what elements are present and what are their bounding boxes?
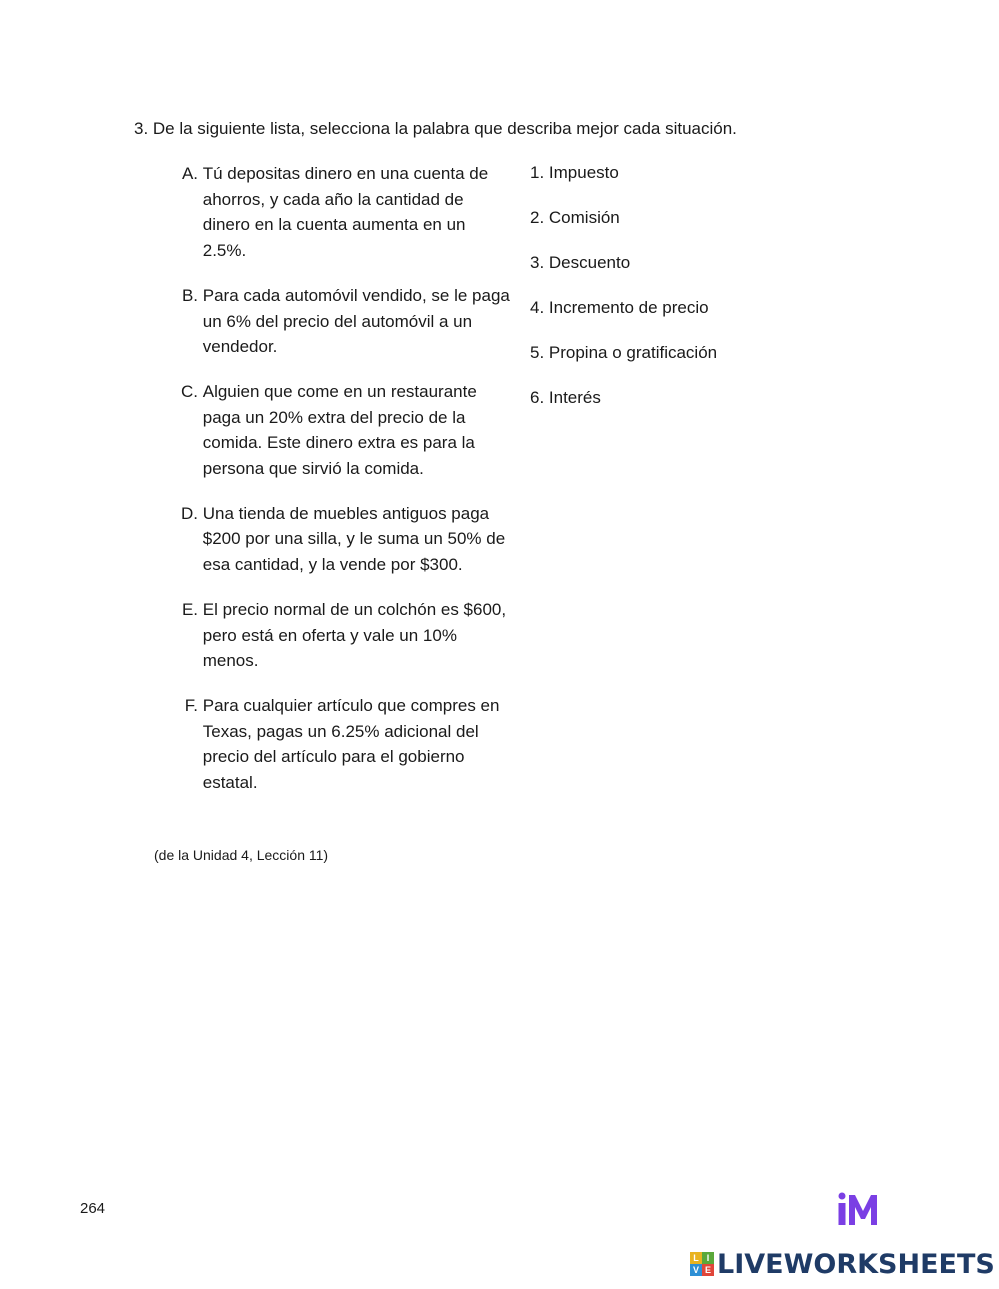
situation-text: Para cualquier artículo que compres en Texas, pagas un 6.25% adicional del precio del artículo para el gobierno estatal.: [202, 695, 500, 793]
term-item: 5. Propina o gratificación: [530, 343, 718, 362]
liveworksheets-wordmark: LIVEWORKSHEETS: [717, 1248, 995, 1280]
im-logo-icon: [836, 1192, 878, 1226]
situation-letter: A.: [181, 164, 198, 183]
term-item: 1. Impuesto: [530, 163, 619, 182]
page-number: 264: [80, 1200, 106, 1217]
grid-letter: L: [690, 1252, 702, 1264]
term-item: 2. Comisión: [530, 208, 620, 227]
situation-item: [168, 283, 513, 360]
term-item: 6. Interés: [530, 388, 601, 407]
situation-item: [168, 161, 513, 264]
term-item: 4. Incremento de precio: [530, 298, 709, 317]
situation-text: Una tienda de muebles antiguos paga $200 por una silla, y le suma un 50% de esa cantidad, y la vende por $300.: [202, 503, 506, 575]
grid-letter: I: [702, 1252, 714, 1264]
situation-item: [168, 501, 513, 578]
grid-letter: V: [690, 1264, 702, 1276]
liveworksheets-grid-icon: [690, 1252, 714, 1276]
grid-letter: E: [702, 1264, 714, 1276]
situation-text: El precio normal de un colchón es $600, pero está en oferta y vale un 10% menos.: [202, 599, 507, 671]
situation-letter: B.: [181, 285, 198, 305]
situation-item: [168, 379, 513, 482]
situation-item: [168, 597, 513, 674]
situation-letter: C.: [181, 381, 198, 401]
term-list: [530, 161, 717, 431]
source-note: (de la Unidad 4, Lección 11): [154, 847, 329, 863]
term-item: 3. Descuento: [530, 253, 631, 272]
situation-list: [168, 161, 513, 815]
situation-letter: D.: [181, 503, 198, 523]
situation-item: [168, 693, 513, 796]
question-title: 3. De la siguiente lista, selecciona la palabra que describa mejor cada situación.: [134, 119, 737, 138]
situation-text: Para cada automóvil vendido, se le paga un 6% del precio del automóvil a un vendedor.: [202, 285, 510, 357]
situation-text: Tú depositas dinero en una cuenta de ahorros, y cada año la cantidad de dinero en la cuenta aumenta en un 2.5%.: [202, 164, 489, 261]
situation-letter: E.: [181, 599, 198, 619]
situation-text: Alguien que come en un restaurante paga un 20% extra del precio de la comida. Este dinero extra es para la persona que sirvió la comida.: [202, 381, 477, 479]
situation-letter: F.: [184, 695, 198, 715]
liveworksheets-logo: [690, 1248, 995, 1280]
